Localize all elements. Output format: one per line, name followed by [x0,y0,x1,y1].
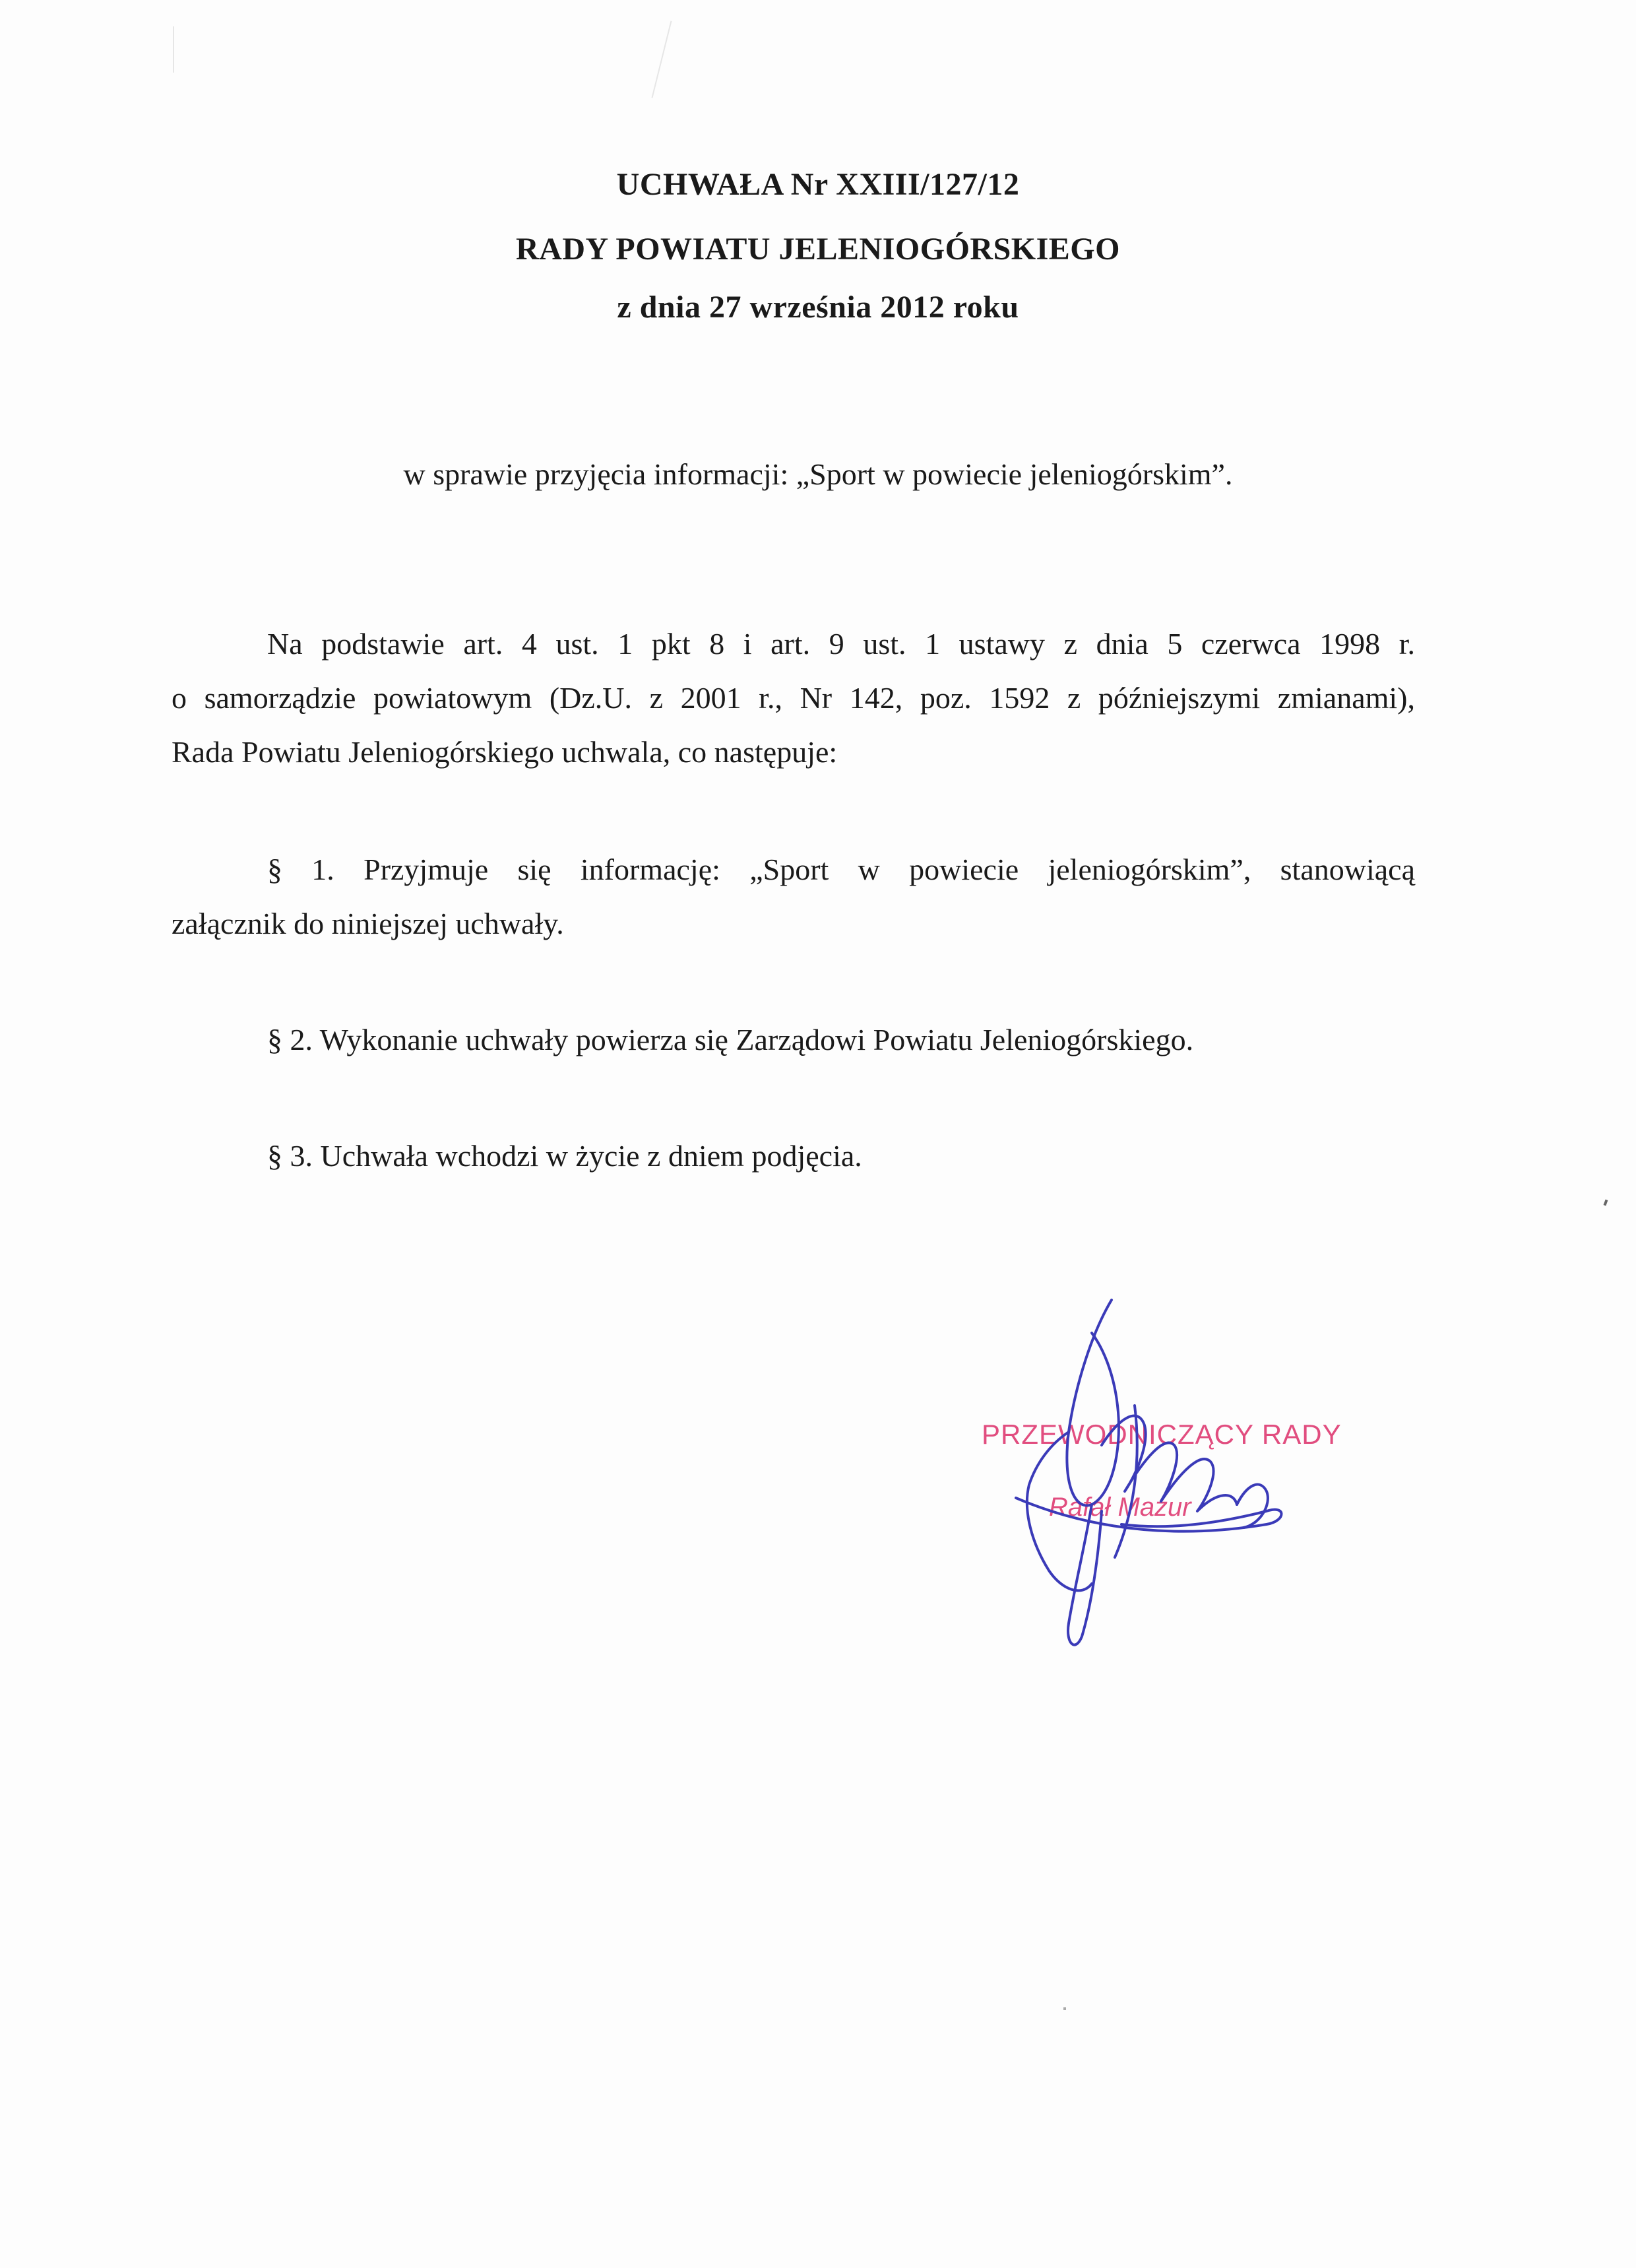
preamble-line-1: Na podstawie art. 4 ust. 1 pkt 8 i art. 9 ust. 1 ustawy z dnia 5 czerwca 1998 r. [267,627,1415,661]
paragraph-1-line-1: § 1. Przyjmuje się informację: „Sport w powiecie jeleniogórskim”, stanowiącą [267,853,1415,886]
paragraph-1-line-2: załącznik do niniejszej uchwały. [172,907,564,940]
council-name: RADY POWIATU JELENIOGÓRSKIEGO [516,232,1120,267]
paragraph-2: § 2. Wykonanie uchwały powierza się Zarządowi Powiatu Jeleniogórskiego. [267,1023,1194,1056]
paragraph-3: § 3. Uchwała wchodzi w życie z dniem podjęcia. [267,1139,862,1173]
resolution-date: z dnia 27 września 2012 roku [617,290,1019,325]
preamble-line-3: Rada Powiatu Jeleniogórskiego uchwala, co następuje: [172,735,838,769]
stamp-name: Rafał Mazur [1049,1493,1191,1522]
scan-artifact [652,21,672,98]
resolution-number: UCHWAŁA Nr XXIII/127/12 [616,167,1020,202]
handwritten-signature [976,1293,1293,1663]
resolution-subject: w sprawie przyjęcia informacji: „Sport w powiecie jeleniogórskim”. [403,457,1233,491]
scan-artifact [173,26,174,73]
stamp-title: PRZEWODNICZĄCY RADY [982,1419,1342,1450]
preamble-line-2: o samorządzie powiatowym (Dz.U. z 2001 r., Nr 142, poz. 1592 z późniejszymi zmianami), [172,681,1415,715]
scan-speck [1604,1200,1608,1206]
scan-speck [1063,2007,1066,2010]
